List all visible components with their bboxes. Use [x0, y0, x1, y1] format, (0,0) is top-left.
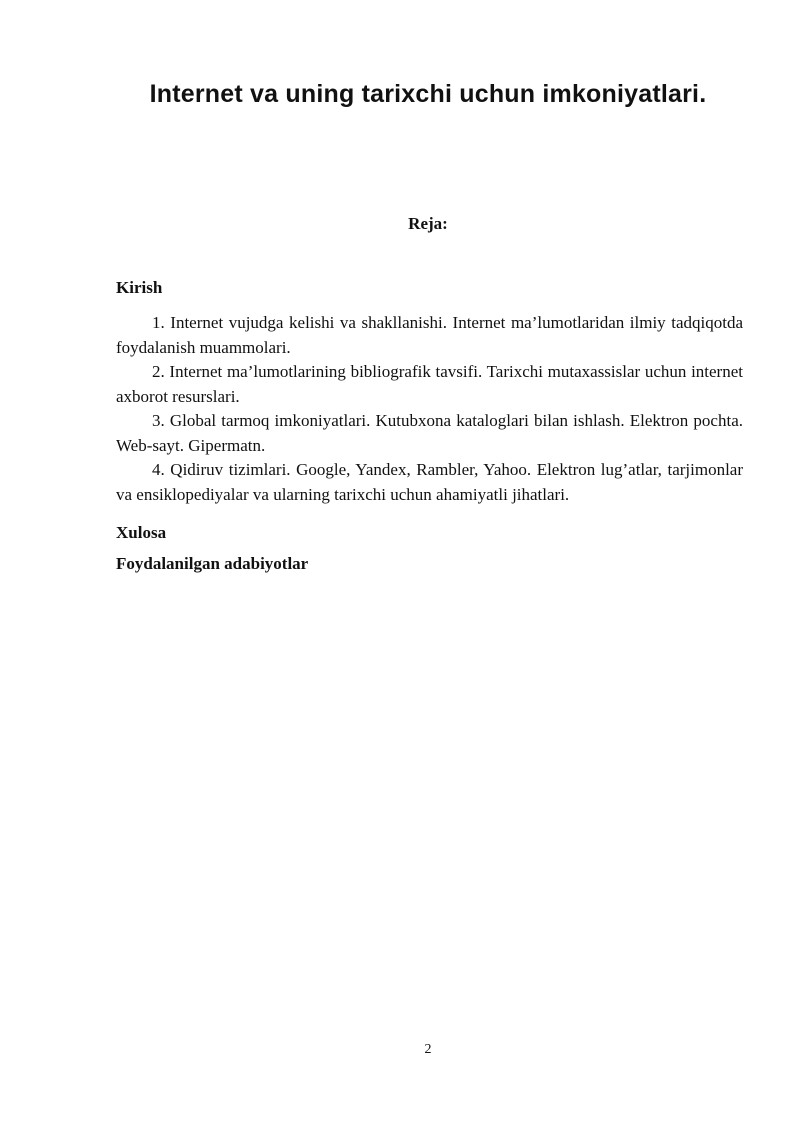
page-number: 2 [424, 1042, 432, 1057]
plan-heading: Reja: [408, 214, 448, 233]
plan-item-2: 2. Internet ma’lumotlarining bibliografik tavsifi. Tarixchi mutaxassislar uchun internet axborot resurslari. [116, 362, 743, 406]
references-heading: Foydalanilgan adabiyotlar [116, 554, 309, 573]
plan-list [116, 311, 743, 507]
plan-item-3: 3. Global tarmoq imkoniyatlari. Kutubxona kataloglari bilan ishlash. Elektron pochta. Web-sayt. Gipermatn. [116, 411, 743, 455]
conclusion-heading: Xulosa [116, 523, 167, 542]
plan-item-4: 4. Qidiruv tizimlari. Google, Yandex, Rambler, Yahoo. Elektron lug’atlar, tarjimonlar va ensiklopediyalar va ularning tarixchi uchun ahamiyatli jihatlari. [116, 460, 743, 504]
intro-heading: Kirish [116, 278, 163, 297]
page-title: Internet va uning tarixchi uchun imkoniyatlari. [149, 80, 707, 108]
plan-item-1: 1. Internet vujudga kelishi va shakllanishi. Internet ma’lumotlaridan ilmiy tadqiqotda foydalanish muammolari. [116, 313, 743, 357]
